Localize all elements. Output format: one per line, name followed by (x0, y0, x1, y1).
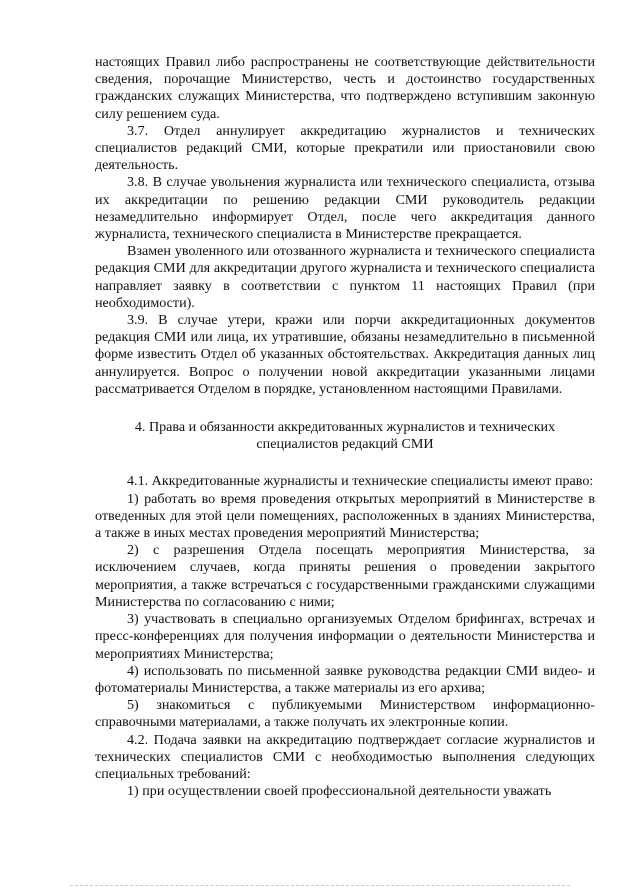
section-4-paragraph: 1) работать во время проведения открытых мероприятий в Министерстве в отведенных для этой цели помещениях, расположенных в зданиях Министерства, а также в иных местах проведения мероприятий Министерства; (95, 490, 595, 542)
spacer (95, 398, 595, 419)
section-heading-line-2: специалистов редакций СМИ (256, 436, 434, 453)
section-4-paragraph: 4.1. Аккредитованные журналисты и технические специалисты имеют право: (127, 473, 594, 490)
section-4-paragraph: 4) использовать по письменной заявке руководства редакции СМИ видео- и фотоматериалы Министерства, а также материалы из его архива; (95, 662, 595, 696)
section-4-body (95, 473, 595, 800)
section-4-paragraph: 3) участвовать в специально организуемых Отделом брифингах, встречах и пресс-конференциях для получения информации о деятельности Министерства и мероприятиях Министерства; (95, 611, 595, 662)
section-3-paragraph: настоящих Правил либо распространены не соответствующие действительности сведения, порочащие Министерство, честь и достоинство государственных гражданских служащих Министерства, что подтверждено вступившим законную силу решением суда. (95, 54, 595, 122)
section-4-paragraph: 1) при осуществлении своей профессиональной деятельности уважать (127, 783, 552, 800)
document-body (95, 54, 595, 800)
section-3-paragraph: 3.9. В случае утери, кражи или порчи аккредитационных документов редакция СМИ или лица, их утратившие, обязаны незамедлительно в письменной форме известить Отдел об указанных обстоятельствах. Аккредитация данных лиц аннулируется. Вопрос о получении новой аккредитации указанными лицами рассматривается Отделом в порядке, установленном настоящими Правилами. (95, 312, 595, 397)
section-3-continuation (95, 54, 595, 398)
section-4-paragraph: 2) с разрешения Отдела посещать мероприятия Министерства, за исключением случаев, когда приняты решения о проведении закрытого мероприятия, а также встречаться с государственными гражданскими служащими Министерства по согласованию с ними; (95, 542, 595, 610)
section-4-paragraph: 4.2. Подача заявки на аккредитацию подтверждает согласие журналистов и технических специалистов СМИ с необходимостью выполнения следующих специальных требований: (95, 731, 595, 782)
section-3-paragraph: 3.8. В случае увольнения журналиста или технического специалиста, отзыва их аккредитации по решению редакции СМИ руководитель редакции незамедлительно информирует Отдел, после чего аккредитация данного журналиста, технического специалиста в Министерстве прекращается. (95, 174, 595, 243)
section-4-paragraph: 5) знакомиться с публикуемыми Министерством информационно-справочными материалами, а также получать их электронные копии. (95, 697, 595, 731)
section-3-paragraph: Взамен уволенного или отозванного журналиста и технического специалиста редакция СМИ для аккредитации другого журналиста и технического специалиста направляет заявку в соответствии с пунктом 11 настоящих Правил (при необходимости). (95, 243, 595, 311)
page-bottom-rule (70, 885, 570, 886)
section-heading-line-1: 4. Права и обязанности аккредитованных журналистов и технических (134, 419, 556, 436)
spacer (95, 453, 595, 473)
section-3-paragraph: 3.7. Отдел аннулирует аккредитацию журналистов и технических специалистов редакций СМИ, которые прекратили или приостановили свою деятельность. (95, 122, 595, 174)
